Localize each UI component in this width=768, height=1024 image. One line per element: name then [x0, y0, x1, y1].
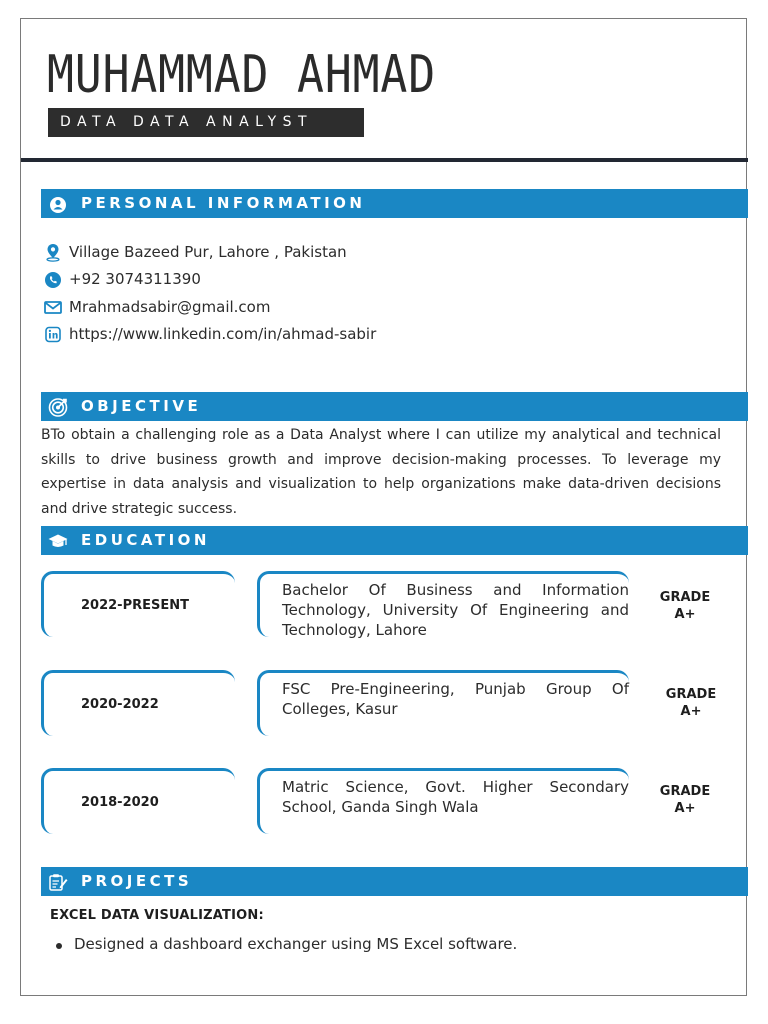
- user-icon: [47, 193, 69, 215]
- education-degree: Matric Science, Govt. Higher Secondary School, Ganda Singh Wala: [282, 778, 629, 816]
- contact-email: [43, 295, 270, 319]
- graduation-cap-icon: [47, 530, 69, 552]
- education-detail: [257, 571, 629, 637]
- education-grade: [650, 783, 720, 817]
- phone-icon: [43, 269, 63, 289]
- section-personal-information: [41, 189, 748, 218]
- bullet-icon: [56, 943, 62, 949]
- section-education: [41, 526, 748, 555]
- grade-value: A+: [674, 607, 696, 622]
- grade-value: A+: [674, 801, 696, 816]
- project-clipboard-icon: [47, 871, 69, 893]
- section-title: EDUCATION: [81, 531, 210, 549]
- list-item: [50, 935, 517, 953]
- education-degree: FSC Pre-Engineering, Punjab Group Of Colleges, Kasur: [282, 680, 629, 718]
- education-degree: Bachelor Of Business and Information Technology, University Of Engineering and Technology, Lahore: [282, 581, 629, 639]
- grade-label: GRADE: [665, 687, 717, 702]
- target-icon: [47, 396, 69, 418]
- section-title: PROJECTS: [81, 872, 193, 890]
- objective-text: BTo obtain a challenging role as a Data Analyst where I can utilize my analytical and technical skills to drive business growth and improve decision-making processes. To leverage my expertise in data analysis and visualization to help organizations make data-driven decisions and drive strategic success.: [41, 427, 721, 517]
- education-detail: [257, 768, 629, 834]
- education-years: 2018-2020: [41, 768, 235, 834]
- section-title: OBJECTIVE: [81, 397, 202, 415]
- resume-page: [20, 18, 747, 996]
- education-grade: [650, 589, 720, 623]
- project-description: Designed a dashboard exchanger using MS Excel software.: [74, 935, 518, 953]
- education-years: 2022-PRESENT: [41, 571, 235, 637]
- education-years: 2020-2022: [41, 670, 235, 736]
- grade-value: A+: [680, 704, 702, 719]
- education-detail: [257, 670, 629, 736]
- contact-linkedin: [43, 322, 376, 346]
- phone-text: +92 3074311390: [69, 270, 201, 288]
- section-projects: [41, 867, 748, 896]
- candidate-name: MUHAMMAD AHMAD: [47, 45, 436, 105]
- grade-label: GRADE: [659, 784, 711, 799]
- linkedin-link[interactable]: https://www.linkedin.com/in/ahmad-sabir: [69, 325, 377, 343]
- contact-phone: [43, 267, 201, 291]
- project-title: EXCEL DATA VISUALIZATION:: [50, 908, 264, 923]
- project-list: [50, 935, 517, 953]
- address-text: Village Bazeed Pur, Lahore , Pakistan: [69, 243, 347, 261]
- grade-label: GRADE: [659, 590, 711, 605]
- section-objective: [41, 392, 748, 421]
- mail-icon: [43, 297, 63, 317]
- header-divider: [21, 158, 748, 162]
- contact-address: [43, 240, 347, 264]
- education-grade: [656, 686, 726, 720]
- linkedin-icon: [43, 324, 63, 344]
- location-pin-icon: [43, 242, 63, 262]
- section-title: PERSONAL INFORMATION: [81, 194, 366, 212]
- email-text[interactable]: Mrahmadsabir@gmail.com: [69, 298, 271, 316]
- job-title-badge: DATA DATA ANALYST: [48, 108, 364, 137]
